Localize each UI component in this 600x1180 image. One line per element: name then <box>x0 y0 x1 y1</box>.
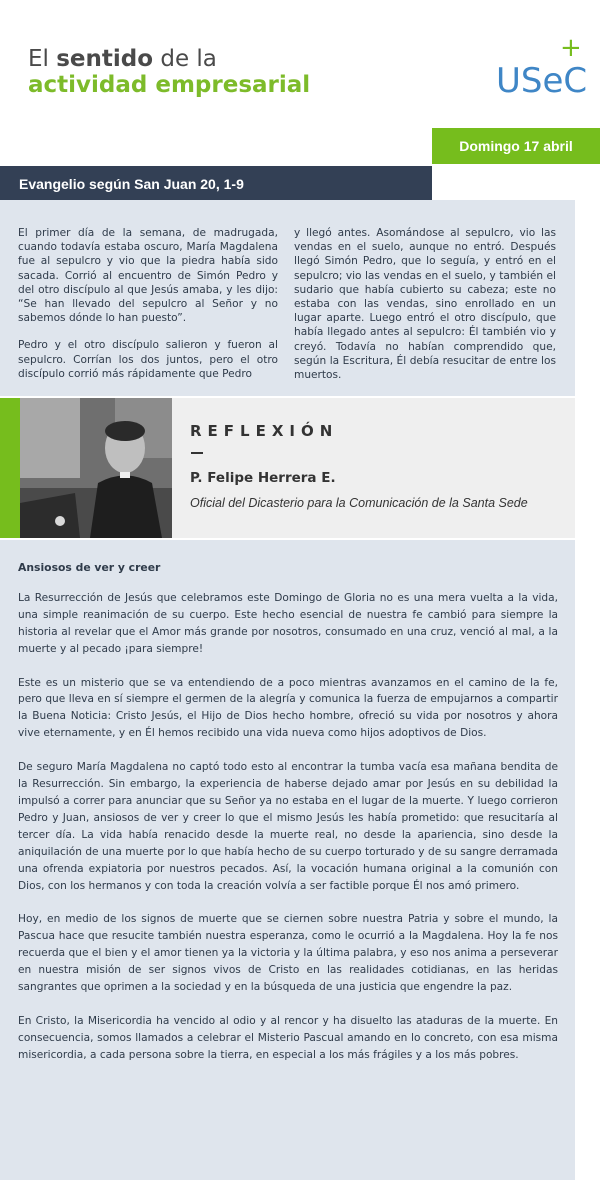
logo-plus: + <box>560 33 582 63</box>
article-paragraph: En Cristo, la Misericordia ha vencido al odio y al rencor y ha disuelto las ataduras de la muerte. En consecuencia, somos llamados a celebrar el Misterio Pascual amando en lo concreto, con esa misma misericordia, a cada persona sobre la tierra, en especial a los más frágiles y a los más pobres. <box>18 1014 558 1061</box>
gospel-heading: Evangelio según San Juan 20, 1-9 <box>0 166 432 200</box>
title-part-2: de la <box>153 46 217 72</box>
date-tab: Domingo 17 abril <box>432 128 600 164</box>
gospel-column-2 <box>294 226 556 395</box>
reflection-accent <box>0 398 20 538</box>
author-role: Oficial del Dicasterio para la Comunicación de la Santa Sede <box>190 496 528 510</box>
gospel-paragraph: y llegó antes. Asomándose al sepulcro, vio las vendas en el suelo, aunque no entró. Después llegó Simón Pedro, que lo seguía, y entró en el sepulcro; vio las vendas en el suelo, y también el sudario que había cubierto su cabeza; este no estaba con las vendas, sino enrollado en un lugar aparte. Luego entró el otro discípulo, que había llegado antes al sepulcro: Él también vio y creyó. Todavía no habían comprendido que, según la Escritura, Él debía resucitar de entre los muertos. <box>294 227 556 382</box>
title-line-1 <box>28 46 310 72</box>
title-bold-word: sentido <box>56 46 154 72</box>
article-body <box>18 560 558 1081</box>
article-paragraph: Hoy, en medio de los signos de muerte que se ciernen sobre nuestra Patria y sobre el mundo, la Pascua hace que resucite también nuestra esperanza, como le ocurrió a la Magdalena. Hoy la fe nos recuerda que el bien y el amor tienen ya la victoria y la última palabra, y eso nos anima a perseverar en nuestra misión de ser signos vivos de Cristo en las realidades cotidianas, en las heridas sangrantes que oprimen a la sociedad y en la búsqueda de una justicia que engendre la paz. <box>18 913 558 994</box>
gospel-column-1 <box>18 226 278 394</box>
article-heading: Ansiosos de ver y creer <box>18 561 161 574</box>
gospel-panel <box>0 200 575 396</box>
author-name: P. Felipe Herrera E. <box>190 470 336 486</box>
author-photo <box>20 398 172 538</box>
title-line-2: actividad empresarial <box>28 72 311 98</box>
article-paragraph: De seguro María Magdalena no captó todo esto al encontrar la tumba vacía esa mañana bendita de la Resurrección. Sin embargo, la experiencia de haberse dejado amar por Jesús en su debilidad la impulsó a correr para anunciar que su Señor ya no estaba en el lugar de la muerte. Y luego corrieron Pedro y Juan, ansiosos de ver y creer lo que el mismo Jesús les había prometido: que resucitaría al tercer día. La vida había renacido desde la muerte real, no desde la apariencia, sino desde la aniquilación de una muerte por lo que había hecho de su cuerpo torturado y de su sangre derramada una ofrenda expiatoria por nuestros pecados. Así, la vocación humana original a la comunión con Dios, con los hermanos y con toda la creación volvía a ser factible porque Él nos amó primero. <box>18 761 558 892</box>
logo-text: USeC <box>496 61 588 101</box>
reflection-dash <box>191 452 203 454</box>
gospel-paragraph: Pedro y el otro discípulo salieron y fueron al sepulcro. Corrían los dos juntos, pero el otro discípulo corrió más rápidamente que Pedro <box>18 339 278 380</box>
page-title <box>28 46 310 98</box>
gospel-paragraph: El primer día de la semana, de madrugada, cuando todavía estaba oscuro, María Magdalena fue al sepulcro y vio que la piedra había sido sacada. Corrió al encuentro de Simón Pedro y del otro discípulo al que Jesús amaba, y les dijo: “Se han llevado del sepulcro al Señor y no sabemos dónde lo han puesto”. <box>18 227 278 325</box>
article-panel <box>0 540 575 1180</box>
article-paragraph: Este es un misterio que se va entendiendo de a poco mientras avanzamos en el camino de la fe, pero que lleva en sí siempre el germen de la alegría y comunica la fuerza de empujarnos a compartir la Buena Noticia: Cristo Jesús, el Hijo de Dios hecho hombre, ofreció su vida por nosotros y ahora vive eternamente, y en Él hemos recibido una vida nueva como hijos adoptivos de Dios. <box>18 676 558 740</box>
title-part-1: El <box>28 46 57 72</box>
usec-logo <box>496 33 588 101</box>
article-paragraph: La Resurrección de Jesús que celebramos este Domingo de Gloria no es una mera vuelta a la vida, una simple reanimación de su cuerpo. Este hecho esencial de nuestra fe cambió para siempre la historia al revelar que el Amor más grande por nosotros, consumado en una cruz, venció al mal, a la muerte y al pecado ¡para siempre! <box>18 591 558 655</box>
reflection-title: REFLEXIÓN <box>190 422 339 440</box>
